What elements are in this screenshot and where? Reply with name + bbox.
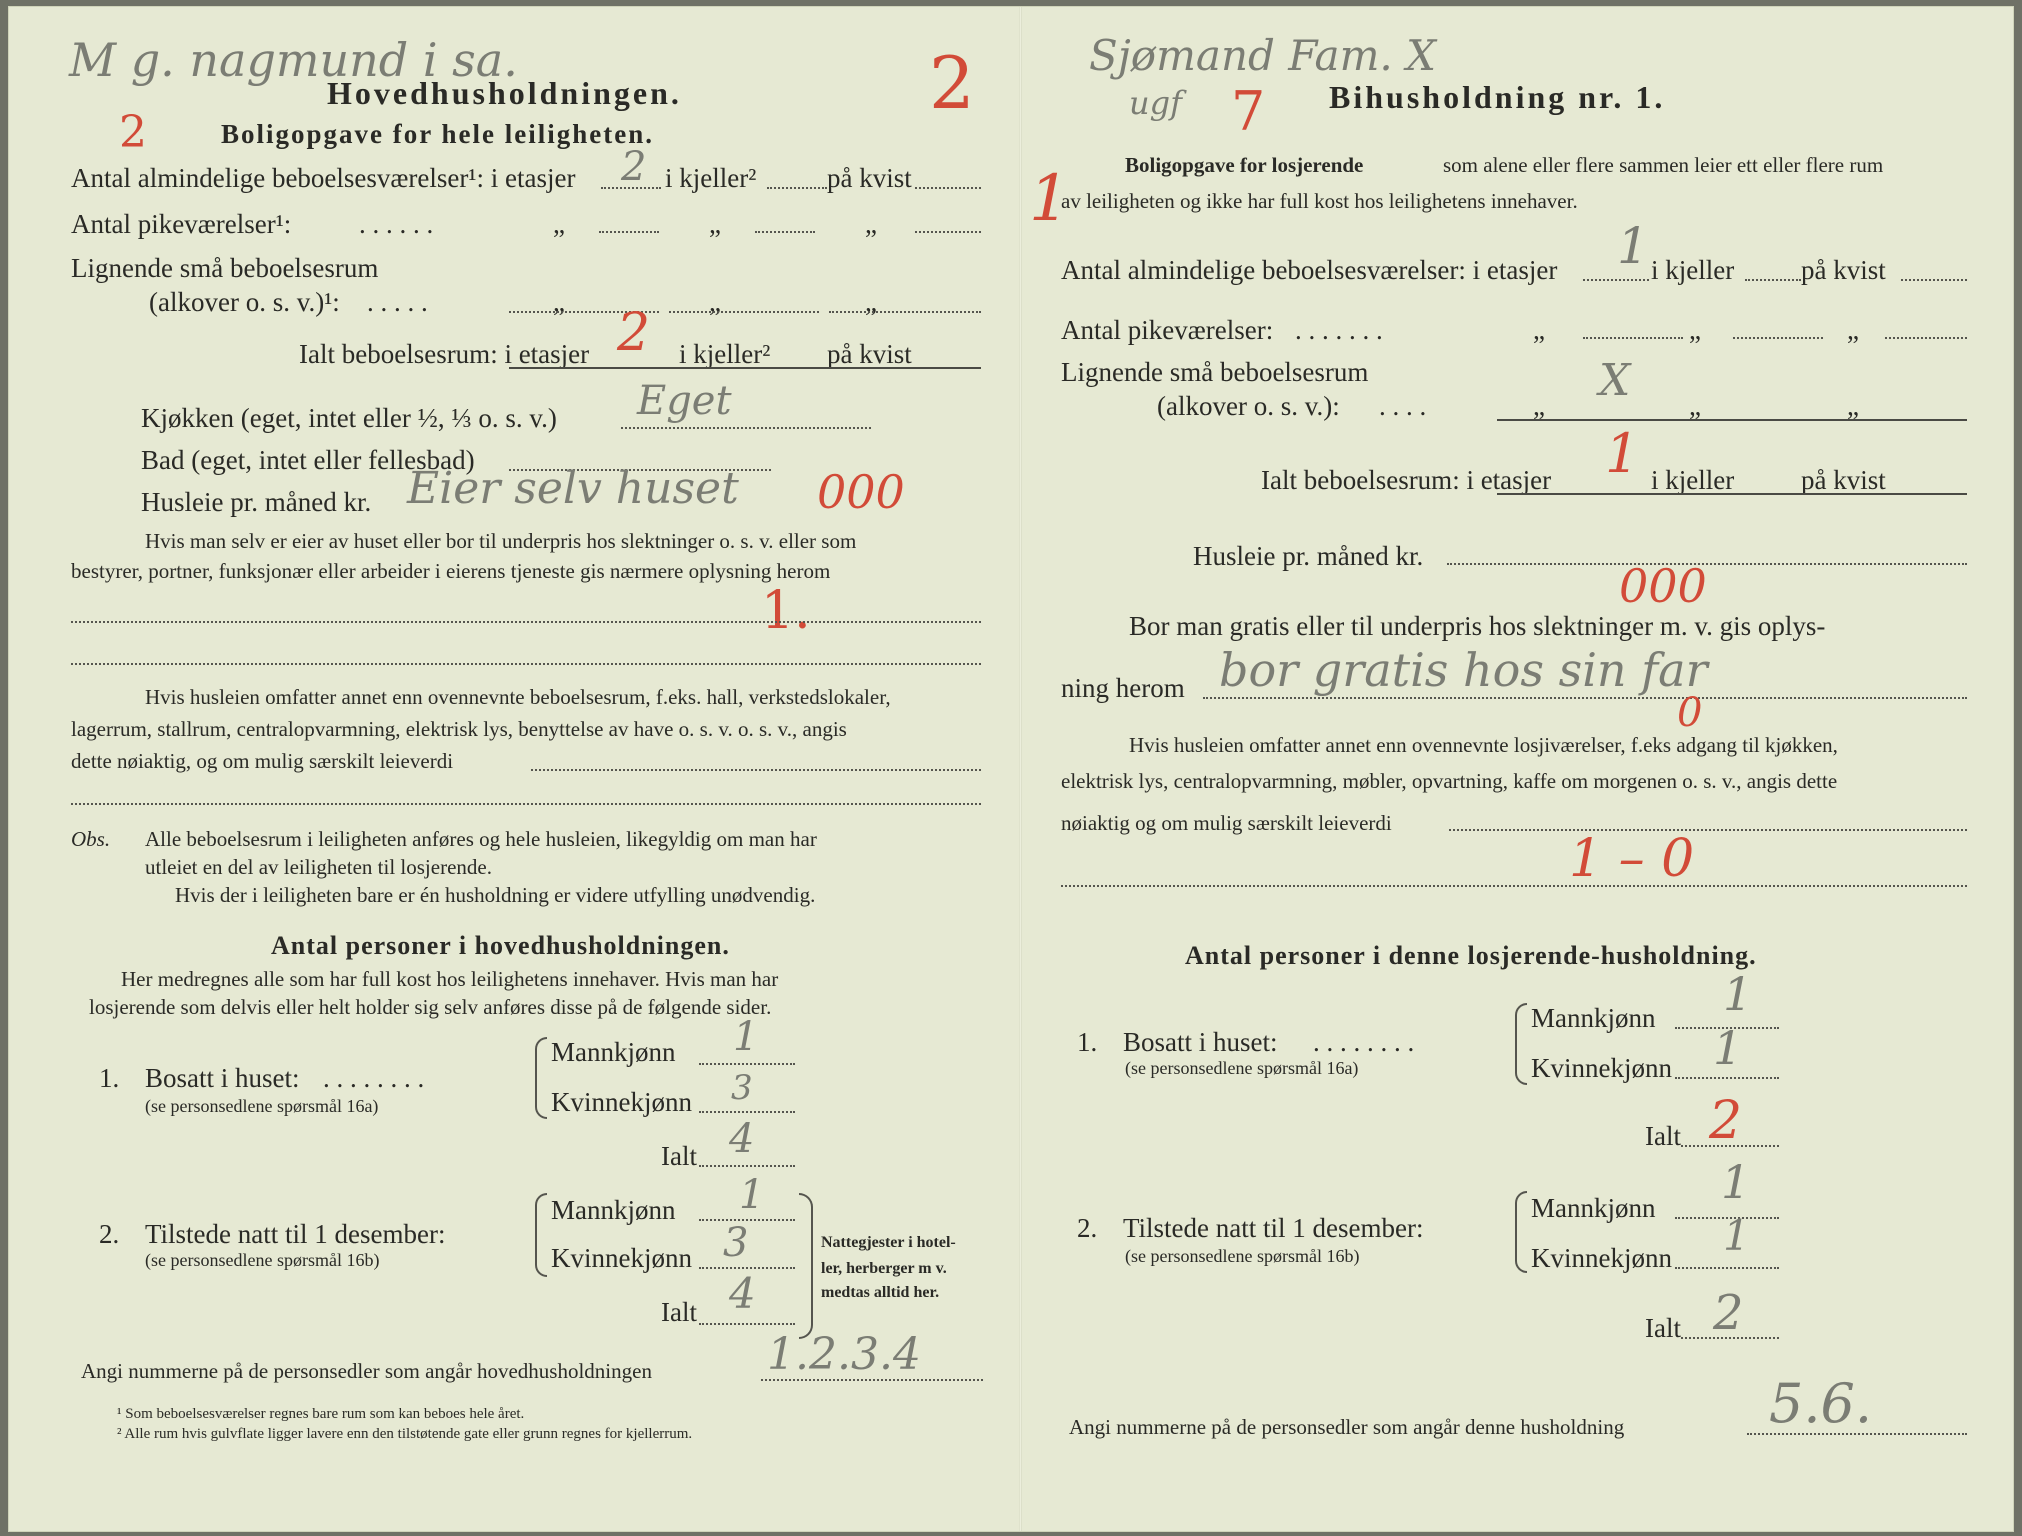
owner-note-1: Hvis man selv er eier av huset eller bor til underpris hos slektninger o. s. v. eller som: [145, 529, 857, 553]
night-note-1: Nattegjester i hotel-: [821, 1234, 956, 1251]
includes-line-1: [531, 769, 981, 771]
dot-leader: . . . . . . .: [1295, 315, 1383, 345]
ditto-mark: „: [865, 287, 877, 317]
rooms-floors-value: 1: [1617, 217, 1649, 275]
rooms-attic-line: [915, 187, 981, 189]
q2-male-value: 1: [1721, 1155, 1751, 1209]
bath-label: Bad (eget, intet eller fellesbad): [141, 445, 475, 475]
free-code: 0: [1677, 690, 1703, 736]
rent-label: Husleie pr. måned kr.: [1193, 541, 1424, 571]
handwritten-top-note-2: ugf: [1129, 84, 1182, 122]
q1-sub: (se personsedlene spørsmål 16a): [145, 1096, 379, 1116]
numbers-label: Angi nummerne på de personsedler som angår hovedhusholdningen: [81, 1359, 652, 1383]
intro-line-1: som alene eller flere sammen leier ett eller flere rum: [1443, 153, 1884, 177]
rooms-attic-label: på kvist: [1801, 255, 1886, 285]
free-note-2: ning herom: [1061, 673, 1185, 703]
handwritten-top-note: M g. nagmund i sa.: [69, 33, 518, 87]
free-value: bor gratis hos sin far: [1219, 643, 1708, 697]
page-title: Bihusholdning nr. 1.: [1329, 79, 1666, 115]
q1-number: 1.: [1077, 1027, 1098, 1057]
kitchen-line: [621, 427, 871, 429]
obs-label: Obs.: [71, 827, 111, 851]
handwritten-red-seven: 7: [1231, 80, 1266, 143]
q1-female-value: 1: [1713, 1021, 1743, 1075]
q1-female-label: Kvinnekjønn: [1531, 1053, 1672, 1083]
q2-female-label: Kvinnekjønn: [551, 1243, 692, 1273]
free-line: [1203, 697, 1967, 699]
q1-brace: [1515, 1003, 1527, 1085]
q2-brace: [535, 1193, 547, 1277]
owner-line-1: [71, 621, 981, 623]
total-rule: [509, 367, 981, 369]
rooms-attic-label: på kvist: [827, 163, 912, 193]
page-title: Hovedhusholdningen.: [327, 75, 682, 111]
numbers-value: 1.2.3.4: [767, 1329, 921, 1380]
alcoves-rule: [1497, 419, 1967, 421]
q2-total-line: [699, 1323, 795, 1325]
handwritten-small-number: 2: [119, 107, 147, 158]
q1-label: Bosatt i huset:: [145, 1063, 300, 1093]
census-form-sheet: [8, 6, 2014, 1532]
q2-number: 2.: [1077, 1213, 1098, 1243]
rooms-label: Antal almindelige beboelsesværelser¹: i etasjer: [71, 163, 576, 193]
maid-attic-line: [1885, 337, 1967, 339]
q1-total-value: 2: [1709, 1091, 1743, 1151]
small-rooms-label: Lignende små beboelsesrum: [1061, 357, 1369, 387]
q1-sub: (se personsedlene spørsmål 16a): [1125, 1058, 1359, 1078]
persons-note-1: Her medregnes alle som har full kost hos leilighetens innehaver. Hvis man har: [121, 967, 779, 991]
q2-total-value: 4: [729, 1269, 756, 1318]
includes-line-1: [1449, 829, 1967, 831]
ditto-mark: „: [1689, 315, 1701, 345]
persons-title: Antal personer i denne losjerende-husholdning.: [1185, 941, 1757, 970]
q2-male-label: Mannkjønn: [1531, 1193, 1656, 1223]
persons-note-2: losjerende som delvis eller helt holder sig selv anføres disse på de følgende sider.: [89, 995, 772, 1019]
total-cellar-label: i kjeller: [1651, 465, 1735, 495]
q2-brace: [1515, 1191, 1527, 1273]
rooms-cellar-label: i kjeller: [1651, 255, 1735, 285]
maid-rooms-label: Antal pikeværelser:: [1061, 315, 1274, 345]
total-rooms-label: Ialt beboelsesrum: i etasjer: [1261, 465, 1552, 495]
includes-note-3: nøiaktig og om mulig særskilt leieverdi: [1061, 811, 1392, 835]
q2-sub: (se personsedlene spørsmål 16b): [145, 1250, 380, 1270]
rooms-floors-value: 2: [621, 144, 647, 190]
q1-male-label: Mannkjønn: [551, 1037, 676, 1067]
total-rooms-label: Ialt beboelsesrum: i etasjer: [299, 339, 590, 369]
owner-code: 1.: [761, 581, 811, 641]
rooms-attic-line: [1901, 279, 1967, 281]
q1-number: 1.: [99, 1063, 120, 1093]
rooms-cellar-line: [1745, 279, 1801, 281]
page-fold: [1019, 7, 1022, 1531]
owner-note-2: bestyrer, portner, funksjonær eller arbeider i eierens tjeneste gis nærmere oplysning herom: [71, 559, 831, 583]
total-floors-value: 1: [1605, 422, 1640, 485]
q2-male-label: Mannkjønn: [551, 1195, 676, 1225]
q2-total-value: 2: [1713, 1285, 1744, 1341]
rent-value: Eier selv huset: [407, 463, 739, 514]
total-attic-label: på kvist: [827, 339, 912, 369]
maid-rooms-label: Antal pikeværelser¹:: [71, 209, 292, 239]
ditto-mark: „: [1847, 315, 1859, 345]
rooms-cellar-line: [767, 187, 827, 189]
q2-label: Tilstede natt til 1 desember:: [145, 1219, 446, 1249]
rooms-cellar-label: i kjeller²: [665, 163, 757, 193]
obs-line-2: utleiet en del av leiligheten til losjerende.: [145, 855, 492, 879]
dot-leader: . . . . . . . .: [323, 1063, 425, 1093]
rent-code: 000: [817, 465, 905, 519]
q2-total-label: Ialt: [661, 1297, 697, 1327]
handwritten-red-one: 1: [1029, 162, 1070, 236]
footnote-1: ¹ Som beboelsesværelser regnes bare rum som kan beboes hele året.: [117, 1406, 525, 1422]
maid-floors-line: [1583, 337, 1683, 339]
maid-floors-line: [599, 231, 659, 233]
includes-note-2: lagerrum, stallrum, centralopvarmning, elektrisk lys, benyttelse av have o. s. v. o. s. v., angis: [71, 717, 847, 741]
includes-line-2: [71, 803, 981, 805]
footnote-2: ² Alle rum hvis gulvflate ligger lavere enn den tilstøtende gate eller grunn regnes for kjellerrum.: [117, 1426, 693, 1442]
includes-note-1: Hvis husleien omfatter annet enn ovennevnte losjiværelser, f.eks adgang til kjøkken,: [1129, 733, 1838, 757]
q2-number: 2.: [99, 1219, 120, 1249]
maid-cellar-line: [755, 231, 815, 233]
ditto-mark: „: [553, 287, 565, 317]
q1-male-value: 1: [1723, 967, 1753, 1021]
q1-female-line: [1675, 1077, 1779, 1079]
q2-total-label: Ialt: [1645, 1313, 1681, 1343]
dot-leader: . . . . . .: [359, 209, 434, 239]
rent-code: 000: [1619, 559, 1707, 613]
ditto-mark: „: [709, 209, 721, 239]
ditto-mark: „: [1847, 391, 1859, 421]
kitchen-value: Eget: [637, 378, 732, 424]
alcoves-attic-line: [829, 311, 981, 313]
rent-label: Husleie pr. måned kr.: [141, 487, 372, 517]
ditto-mark: „: [709, 287, 721, 317]
night-brace: [799, 1193, 813, 1339]
includes-line-2: [1061, 885, 1967, 887]
total-rule: [1497, 493, 1967, 495]
ditto-mark: „: [1533, 315, 1545, 345]
dot-leader: . . . . .: [367, 287, 428, 317]
q1-male-line: [699, 1063, 795, 1065]
q1-brace: [535, 1037, 547, 1119]
q2-sub: (se personsedlene spørsmål 16b): [1125, 1246, 1360, 1266]
persons-title: Antal personer i hovedhusholdningen.: [271, 931, 730, 960]
q2-female-value: 3: [723, 1220, 749, 1266]
intro-bold: Boligopgave for losjerende: [1125, 153, 1364, 177]
q2-male-value: 1: [739, 1172, 765, 1218]
q2-female-line: [1675, 1267, 1779, 1269]
total-cellar-label: i kjeller²: [679, 339, 771, 369]
q1-male-value: 1: [733, 1014, 759, 1060]
maid-cellar-line: [1733, 337, 1823, 339]
rooms-floors-line: [1583, 279, 1649, 281]
alcoves-value: X: [1599, 355, 1631, 406]
includes-note-2: elektrisk lys, centralopvarmning, møbler, opvartning, kaffe om morgenen o. s. v., angis dette: [1061, 769, 1838, 793]
maid-attic-line: [915, 231, 981, 233]
q2-label: Tilstede natt til 1 desember:: [1123, 1213, 1424, 1243]
alcoves-cellar-line: [669, 311, 819, 313]
includes-code: 1 – 0: [1569, 829, 1695, 889]
kitchen-label: Kjøkken (eget, intet eller ½, ⅓ o. s. v.): [141, 403, 557, 433]
q1-male-label: Mannkjønn: [1531, 1003, 1656, 1033]
rooms-label: Antal almindelige beboelsesværelser: i etasjer: [1061, 255, 1558, 285]
ditto-mark: „: [1689, 391, 1701, 421]
total-floors-value: 2: [617, 303, 651, 363]
rent-line: [1447, 563, 1967, 565]
dot-leader: . . . .: [1379, 391, 1427, 421]
includes-note-1: Hvis husleien omfatter annet enn ovennevnte beboelsesrum, f.eks. hall, verkstedslokaler,: [145, 685, 891, 709]
owner-line-2: [71, 663, 981, 665]
numbers-label: Angi nummerne på de personsedler som angår denne husholdning: [1069, 1415, 1625, 1439]
q1-female-value: 3: [731, 1068, 753, 1108]
alcoves-label: (alkover o. s. v.)¹:: [149, 287, 340, 317]
q1-female-label: Kvinnekjønn: [551, 1087, 692, 1117]
q2-female-label: Kvinnekjønn: [1531, 1243, 1672, 1273]
ditto-mark: „: [553, 209, 565, 239]
q1-label: Bosatt i huset:: [1123, 1027, 1278, 1057]
night-note-3: medtas alltid her.: [821, 1284, 940, 1301]
includes-note-3: dette nøiaktig, og om mulig særskilt leieverdi: [71, 749, 454, 773]
q1-total-value: 4: [729, 1116, 755, 1162]
obs-line-1: Alle beboelsesrum i leiligheten anføres og hele husleien, likegyldig om man har: [145, 827, 817, 851]
ditto-mark: „: [1533, 391, 1545, 421]
total-attic-label: på kvist: [1801, 465, 1886, 495]
q1-female-line: [699, 1111, 795, 1113]
q2-female-value: 1: [1723, 1211, 1750, 1260]
handwritten-household-number: 2: [929, 41, 975, 125]
q1-total-label: Ialt: [1645, 1121, 1681, 1151]
ditto-mark: „: [865, 209, 877, 239]
night-note-2: ler, herberger m v.: [821, 1260, 947, 1277]
page-subtitle: Boligopgave for hele leiligheten.: [221, 119, 654, 149]
intro-line-2: av leiligheten og ikke har full kost hos leilighetens innehaver.: [1061, 189, 1578, 213]
handwritten-top-note: Sjømand Fam. X: [1089, 31, 1436, 80]
dot-leader: . . . . . . . .: [1313, 1027, 1415, 1057]
alcoves-label: (alkover o. s. v.):: [1157, 391, 1340, 421]
obs-line-3: Hvis der i leiligheten bare er én husholdning er videre utfylling unødvendig.: [175, 883, 816, 907]
q1-total-line: [699, 1165, 795, 1167]
q1-total-label: Ialt: [661, 1141, 697, 1171]
free-note-1: Bor man gratis eller til underpris hos slektninger m. v. gis oplys-: [1129, 611, 1826, 641]
small-rooms-label: Lignende små beboelsesrum: [71, 253, 379, 283]
numbers-value: 5.6.: [1769, 1372, 1873, 1435]
